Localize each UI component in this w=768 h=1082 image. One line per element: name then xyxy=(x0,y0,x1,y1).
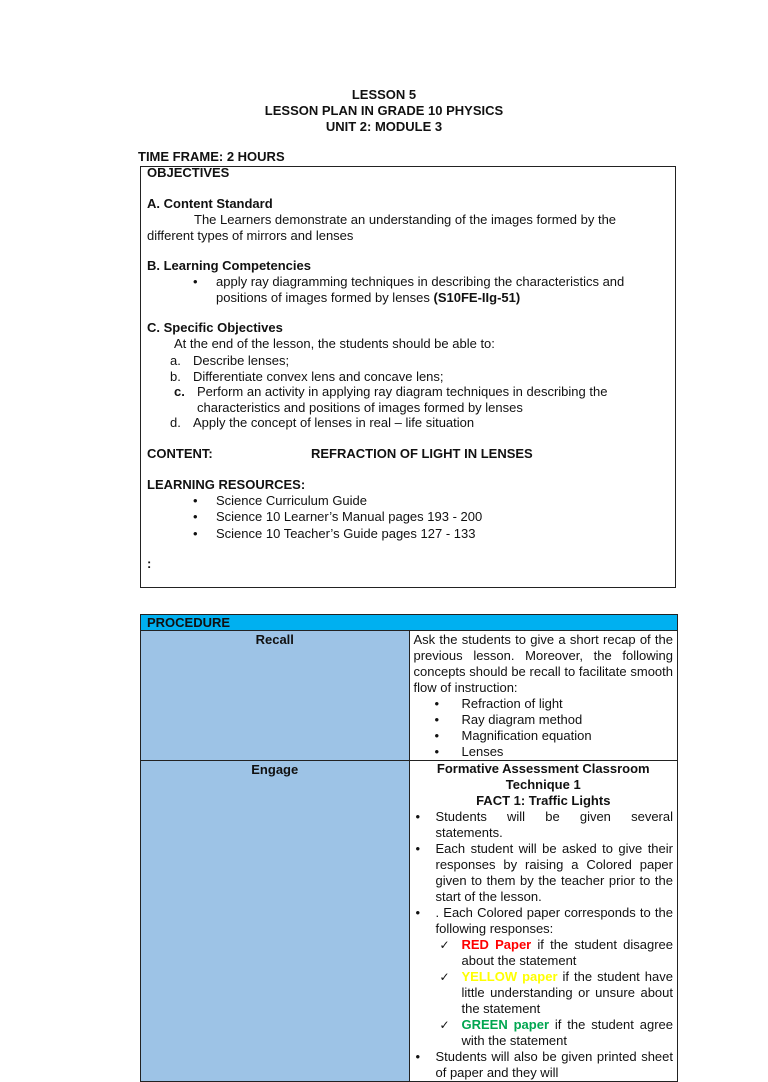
engage-content xyxy=(409,761,678,1082)
learning-resources-heading: LEARNING RESOURCES: xyxy=(147,477,306,492)
content-standard-text-cont: different types of mirrors and lenses xyxy=(147,228,354,243)
red-paper-text: if the student disagree about the statement xyxy=(461,937,673,968)
objective-marker: a. xyxy=(170,353,181,368)
engage-row xyxy=(141,761,678,1082)
bullet-icon: • xyxy=(193,526,198,541)
content-label: CONTENT: xyxy=(147,446,213,461)
objective-item: Differentiate convex lens and concave lens; xyxy=(193,369,444,384)
competency-code: (S10FE-IIg-51) xyxy=(433,290,521,305)
objective-item: Perform an activity in applying ray diagram techniques in describing the xyxy=(197,384,608,399)
recall-content xyxy=(409,631,678,761)
list-item: • Ray diagram method xyxy=(410,712,678,728)
competency-text-cont xyxy=(216,290,520,305)
objective-item-cont: characteristics and positions of images formed by lenses xyxy=(197,400,523,415)
engage-subtitle: FACT 1: Traffic Lights xyxy=(476,793,611,808)
bullet-icon: • xyxy=(193,274,198,289)
list-item: • . Each Colored paper corresponds to the following responses: xyxy=(410,905,678,937)
learning-competencies-heading: B. Learning Competencies xyxy=(147,258,311,273)
list-item: • Students will also be given printed sheet of paper and they will xyxy=(410,1049,678,1081)
content-standard-heading: A. Content Standard xyxy=(147,196,273,211)
recall-text: Ask the students to give a short recap of the previous lesson. Moreover, the following concepts should be recall to facilitate smooth flow of instruction: xyxy=(413,632,673,695)
check-item-green xyxy=(410,1017,678,1049)
content-value: REFRACTION OF LIGHT IN LENSES xyxy=(311,446,533,461)
lesson-number: LESSON 5 xyxy=(351,87,417,102)
procedure-heading: PROCEDURE xyxy=(141,615,678,631)
unit-module: UNIT 2: MODULE 3 xyxy=(325,119,443,134)
objectives-title: OBJECTIVES xyxy=(147,165,230,180)
list-item: • Students will be given several statements. xyxy=(410,809,678,841)
engage-label: Engage xyxy=(141,761,410,1082)
resource-item: Science 10 Learner’s Manual pages 193 - 200 xyxy=(216,509,483,524)
check-item-yellow xyxy=(410,969,678,1017)
yellow-paper-text: if the student have little understanding or unsure about the statement xyxy=(461,969,673,1016)
objective-marker: b. xyxy=(170,369,181,384)
list-item: • Each student will be asked to give their responses by raising a Colored paper given to them by the teacher prior to the start of the lesson. xyxy=(410,841,678,905)
resource-item: Science Curriculum Guide xyxy=(216,493,368,508)
engage-title: Formative Assessment Classroom Technique 1 xyxy=(436,761,650,792)
time-frame: TIME FRAME: 2 HOURS xyxy=(138,149,285,164)
procedure-table xyxy=(140,614,678,1082)
list-item: • Lenses xyxy=(410,744,678,760)
objective-marker: d. xyxy=(170,415,181,430)
bullet-icon: • xyxy=(193,509,198,524)
check-item-red xyxy=(410,937,678,969)
bullet-icon: • xyxy=(193,493,198,508)
content-standard-text: The Learners demonstrate an understanding of the images formed by the xyxy=(194,212,617,227)
green-paper-text: if the student agree with the statement xyxy=(461,1017,673,1048)
yellow-paper-label: YELLOW paper xyxy=(461,969,558,984)
recall-label: Recall xyxy=(141,631,410,761)
list-item: • Refraction of light xyxy=(410,696,678,712)
objective-marker: c. xyxy=(174,384,185,399)
red-paper-label: RED Paper xyxy=(461,937,532,952)
trailing-colon: : xyxy=(147,556,152,571)
resource-item: Science 10 Teacher’s Guide pages 127 - 133 xyxy=(216,526,476,541)
competency-text: apply ray diagramming techniques in describing the characteristics and xyxy=(216,274,625,289)
objective-item: Apply the concept of lenses in real – life situation xyxy=(193,415,475,430)
specific-objectives-heading: C. Specific Objectives xyxy=(147,320,283,335)
list-item: • Magnification equation xyxy=(410,728,678,744)
green-paper-label: GREEN paper xyxy=(461,1017,550,1032)
recall-row xyxy=(141,631,678,761)
competency-text-line2: positions of images formed by lenses xyxy=(216,290,434,305)
objective-item: Describe lenses; xyxy=(193,353,290,368)
plan-title: LESSON PLAN IN GRADE 10 PHYSICS xyxy=(264,103,504,118)
specific-objectives-intro: At the end of the lesson, the students should be able to: xyxy=(174,336,495,351)
